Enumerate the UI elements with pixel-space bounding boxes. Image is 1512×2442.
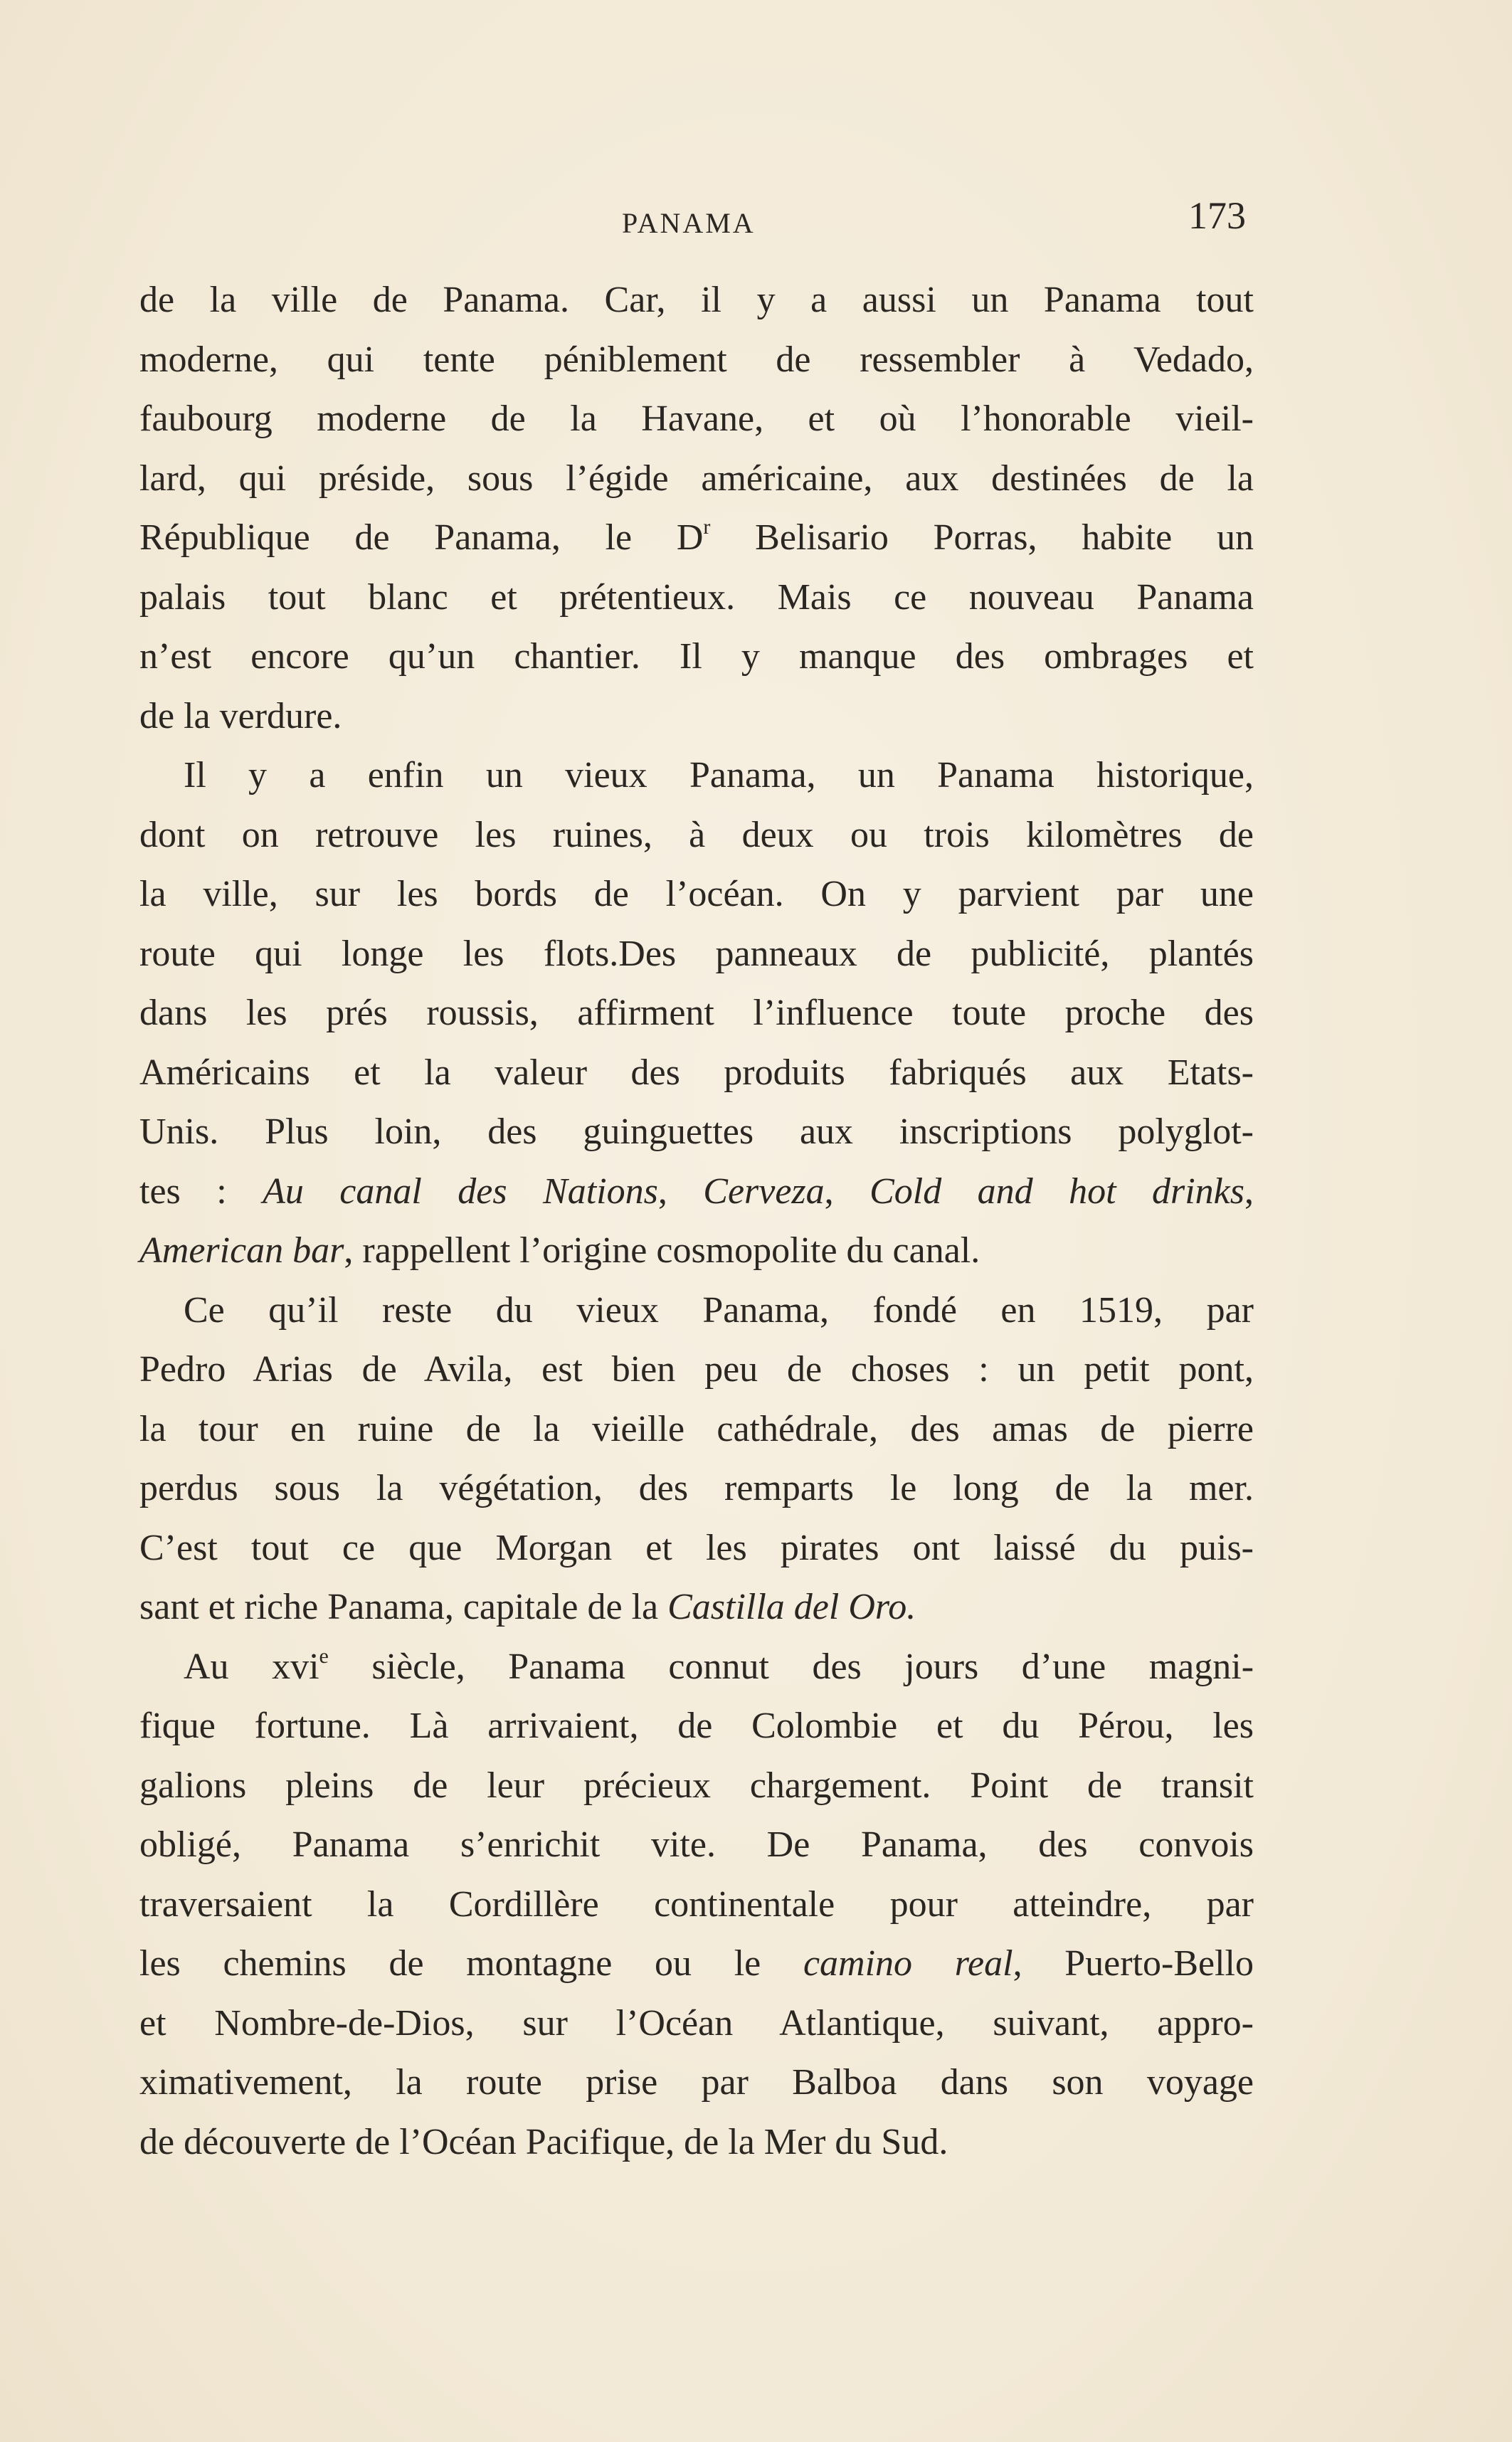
text-line: n’est encore qu’un chantier. Il y manque des ombrages et: [139, 636, 1254, 677]
italic-text: camino real: [803, 1943, 1013, 1984]
italic-text: Au canal des Nations: [263, 1170, 658, 1212]
text-run: tes :: [139, 1170, 263, 1212]
page-number: 173: [1188, 194, 1246, 237]
text-line: route qui longe les flots.Des panneaux de publicité, plantés: [139, 933, 1254, 974]
text-line: C’est tout ce que Morgan et les pirates ont laissé du puis-: [139, 1527, 1254, 1568]
text-line: perdus sous la végétation, des remparts le long de la mer.: [139, 1468, 1254, 1508]
text-run: , Puerto-Bello: [1013, 1943, 1254, 1984]
text-line: [139, 508, 1254, 568]
text-line: obligé, Panama s’enrichit vite. De Panama, des convois: [139, 1824, 1254, 1865]
italic-text: Cerveza: [703, 1170, 825, 1212]
italic-text: Castilla del Oro.: [667, 1587, 916, 1627]
text-run: République de Panama, le D: [139, 517, 704, 558]
text-line: galions pleins de leur précieux chargement. Point de transit: [139, 1765, 1254, 1806]
italic-text: American bar: [139, 1230, 344, 1271]
text-line: Pedro Arias de Avila, est bien peu de choses : un petit pont,: [139, 1349, 1254, 1390]
text-line: de la verdure.: [139, 695, 342, 736]
text-run: sant et riche Panama, capitale de la: [139, 1587, 668, 1627]
text-line: [139, 1637, 1254, 1697]
text-line: dans les prés roussis, affirment l’influence toute proche des: [139, 993, 1254, 1033]
text-line: ximativement, la route prise par Balboa dans son voyage: [139, 2062, 1254, 2103]
text-run: ,: [657, 1170, 704, 1212]
text-line: [139, 1577, 1254, 1637]
text-line: de découverte de l’Océan Pacifique, de la Mer du Sud.: [139, 2121, 948, 2162]
text-line: dont on retrouve les ruines, à deux ou trois kilomètres de: [139, 814, 1254, 855]
text-line: fique fortune. Là arrivaient, de Colombie et du Pérou, les: [139, 1706, 1254, 1746]
text-line: [139, 1221, 1254, 1281]
text-run: les chemins de montagne ou le: [139, 1943, 803, 1984]
text-line: moderne, qui tente péniblement de ressembler à Vedado,: [139, 339, 1254, 380]
text-line: Il y a enfin un vieux Panama, un Panama historique,: [184, 755, 1254, 796]
text-line: Américains et la valeur des produits fabriqués aux Etats-: [139, 1052, 1254, 1093]
text-line: [139, 1162, 1254, 1222]
text-line: Ce qu’il reste du vieux Panama, fondé en 1519, par: [184, 1289, 1254, 1331]
text-line: palais tout blanc et prétentieux. Mais ce nouveau Panama: [139, 576, 1254, 618]
text-line: Unis. Plus loin, des guinguettes aux inscriptions polyglot-: [139, 1111, 1254, 1152]
text-line: de la ville de Panama. Car, il y a aussi un Panama tout: [139, 280, 1254, 320]
text-line: traversaient la Cordillère continentale pour atteindre, par: [139, 1883, 1254, 1925]
text-line: faubourg moderne de la Havane, et où l’honorable vieil-: [139, 398, 1254, 439]
text-line: la ville, sur les bords de l’océan. On y parvient par une: [139, 874, 1254, 914]
text-run: ,: [1244, 1170, 1254, 1212]
text-run: Au xvi: [184, 1646, 319, 1687]
superscript: r: [703, 515, 711, 539]
text-line: et Nombre-de-Dios, sur l’Océan Atlantique, suivant, appro-: [139, 2002, 1254, 2044]
superscript: e: [319, 1644, 329, 1668]
text-run: Belisario Porras, habite un: [710, 517, 1254, 558]
text-run: ,: [824, 1170, 870, 1212]
text-line: lard, qui préside, sous l’égide américaine, aux destinées de la: [139, 458, 1254, 499]
body-text: [139, 270, 1254, 2172]
italic-text: Cold and hot drinks: [869, 1170, 1244, 1212]
text-line: la tour en ruine de la vieille cathédrale, des amas de pierre: [139, 1408, 1254, 1449]
text-run: siècle, Panama connut des jours d’une magni-: [328, 1646, 1254, 1687]
text-run: , rappellent l’origine cosmopolite du canal.: [344, 1230, 980, 1271]
text-line: [139, 1934, 1254, 1994]
running-head: PANAMA: [622, 207, 756, 239]
